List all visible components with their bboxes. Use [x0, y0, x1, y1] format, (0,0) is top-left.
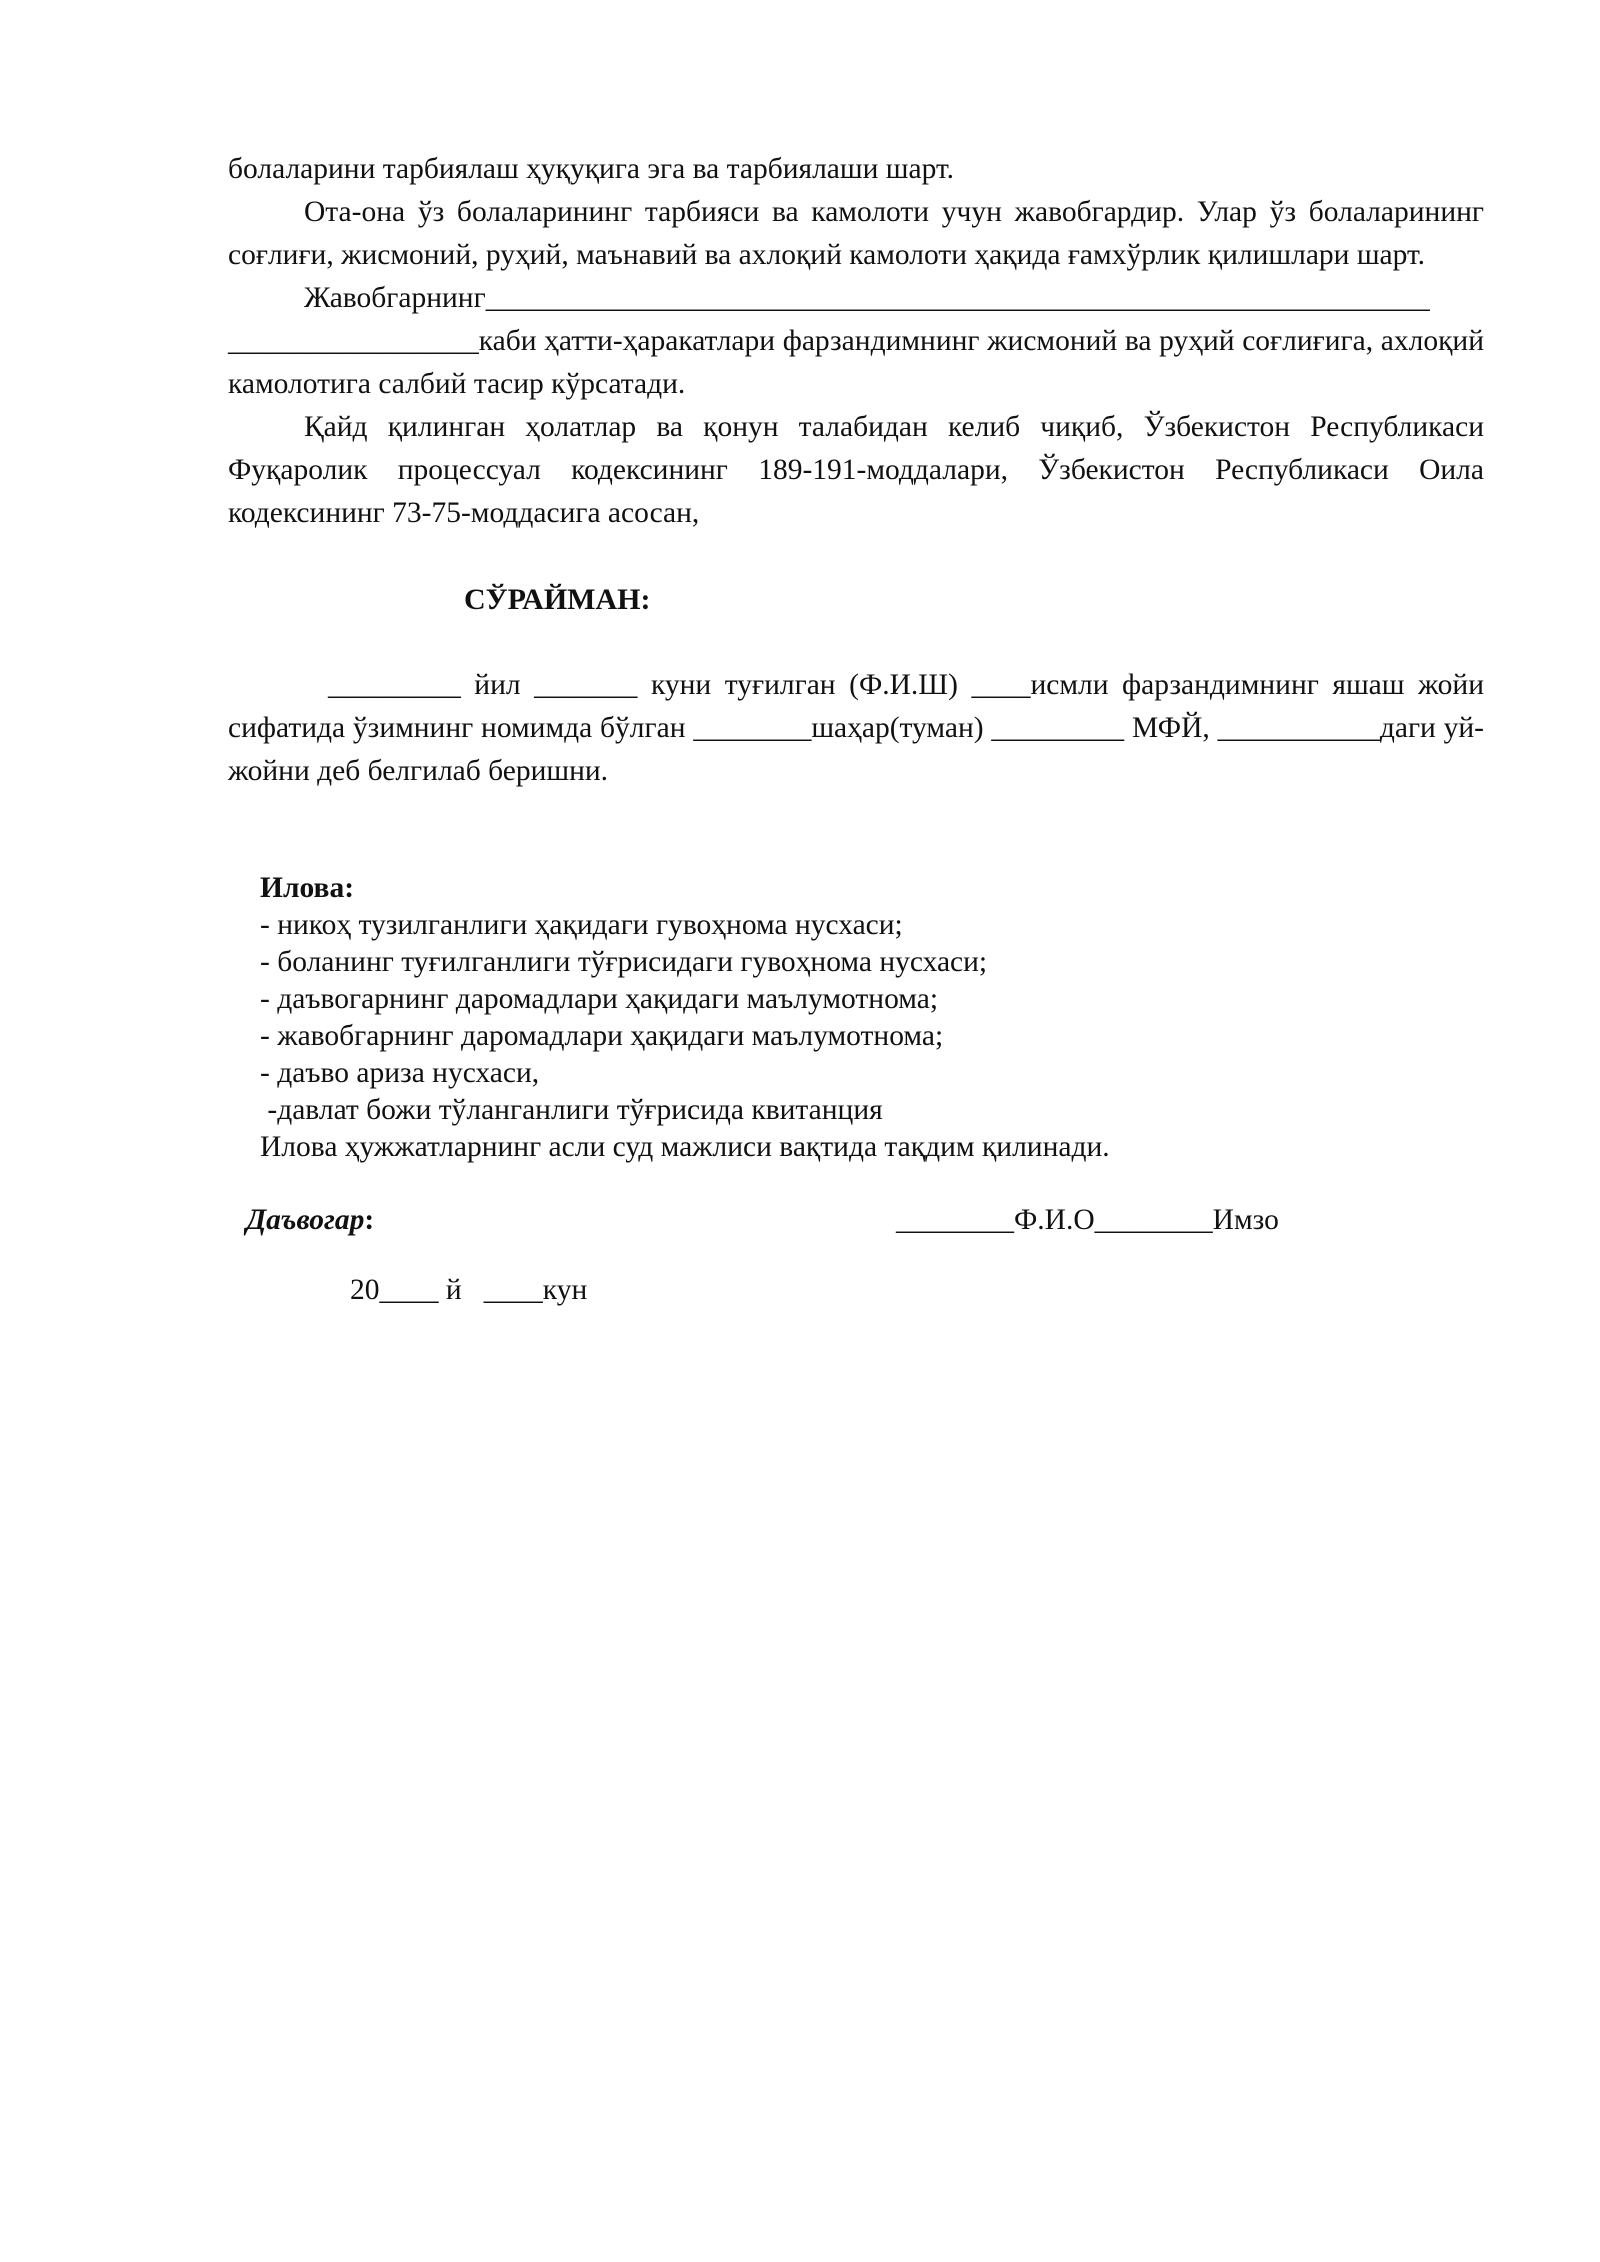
- attachment-item: - даъво ариза нусхаси,: [260, 1057, 540, 1089]
- paragraph-5: Қайд қилинган ҳолатлар ва қонун талабидан келиб чиқиб, Ўзбекистон Республикаси Фуқаролик процессуал кодексининг 189-191-моддалари, Ўзбекистон Республикаси Оила кодексининг 73-75-моддасига асосан,: [228, 411, 1484, 529]
- paragraph-4: _________________каби ҳатти-ҳаракатлари фарзандимнинг жисмоний ва руҳий соғлиғига, ахлоқий камолотига салбий тасир кўрсатади.: [228, 325, 1484, 400]
- request-paragraph: _________ йил _______ куни туғилган (Ф.И.Ш) ____исмли фарзандимнинг яшаш жойи сифатида ўзимнинг номимда бўлган ________шаҳар(туман) _________ МФЙ, ___________даги уй-жойни деб белгилаб беришни.: [228, 669, 1484, 787]
- document-body: [228, 148, 1484, 793]
- defendant-label: Жавобгарнинг: [304, 282, 486, 314]
- attachments-note: Илова ҳужжатларнинг асли суд мажлиси вақтида тақдим қилинади.: [260, 1131, 1110, 1163]
- date-line: 20____ й ____кун: [350, 1274, 588, 1306]
- signature-fields: ________Ф.И.О________Имзо: [896, 1204, 1279, 1236]
- spacer: [228, 621, 1484, 664]
- attachment-item: - боланинг туғилганлиги тўғрисидаги гувоҳнома нусхаси;: [260, 946, 988, 978]
- plaintiff-colon: :: [364, 1204, 375, 1236]
- attachments-list: [260, 870, 1460, 1166]
- request-heading: СЎРАЙМАН:: [464, 583, 651, 616]
- plaintiff-label: Даъвогар: [246, 1204, 365, 1236]
- attachment-item: - никоҳ тузилганлиги ҳақидаги гувоҳнома нусхаси;: [260, 909, 903, 941]
- defendant-blank: ________________________________________________________________: [485, 282, 1430, 314]
- attachment-item: - жавобгарнинг даромадлари ҳақидаги маълумотнома;: [260, 1020, 944, 1052]
- attachment-item: - даъвогарнинг даромадлари ҳақидаги маълумотнома;: [260, 983, 939, 1015]
- paragraph-2: Ота-она ўз болаларининг тарбияси ва камолоти учун жавобгардир. Улар ўз болаларининг соғлиғи, жисмоний, руҳий, маънавий ва ахлоқий камолоти ҳақида ғамхўрлик қилишлари шарт.: [228, 196, 1484, 271]
- signature-line: [246, 1200, 1346, 1240]
- spacer: [228, 535, 1484, 578]
- attachments-title: Илова:: [260, 872, 355, 904]
- request-block: [228, 664, 1484, 793]
- attachment-item: -давлат божи тўланганлиги тўғрисида квитанция: [260, 1094, 883, 1126]
- paragraph-1: болаларини тарбиялаш ҳуқуқига эга ва тарбиялаши шарт.: [228, 153, 954, 185]
- paragraph-3: [228, 277, 1484, 320]
